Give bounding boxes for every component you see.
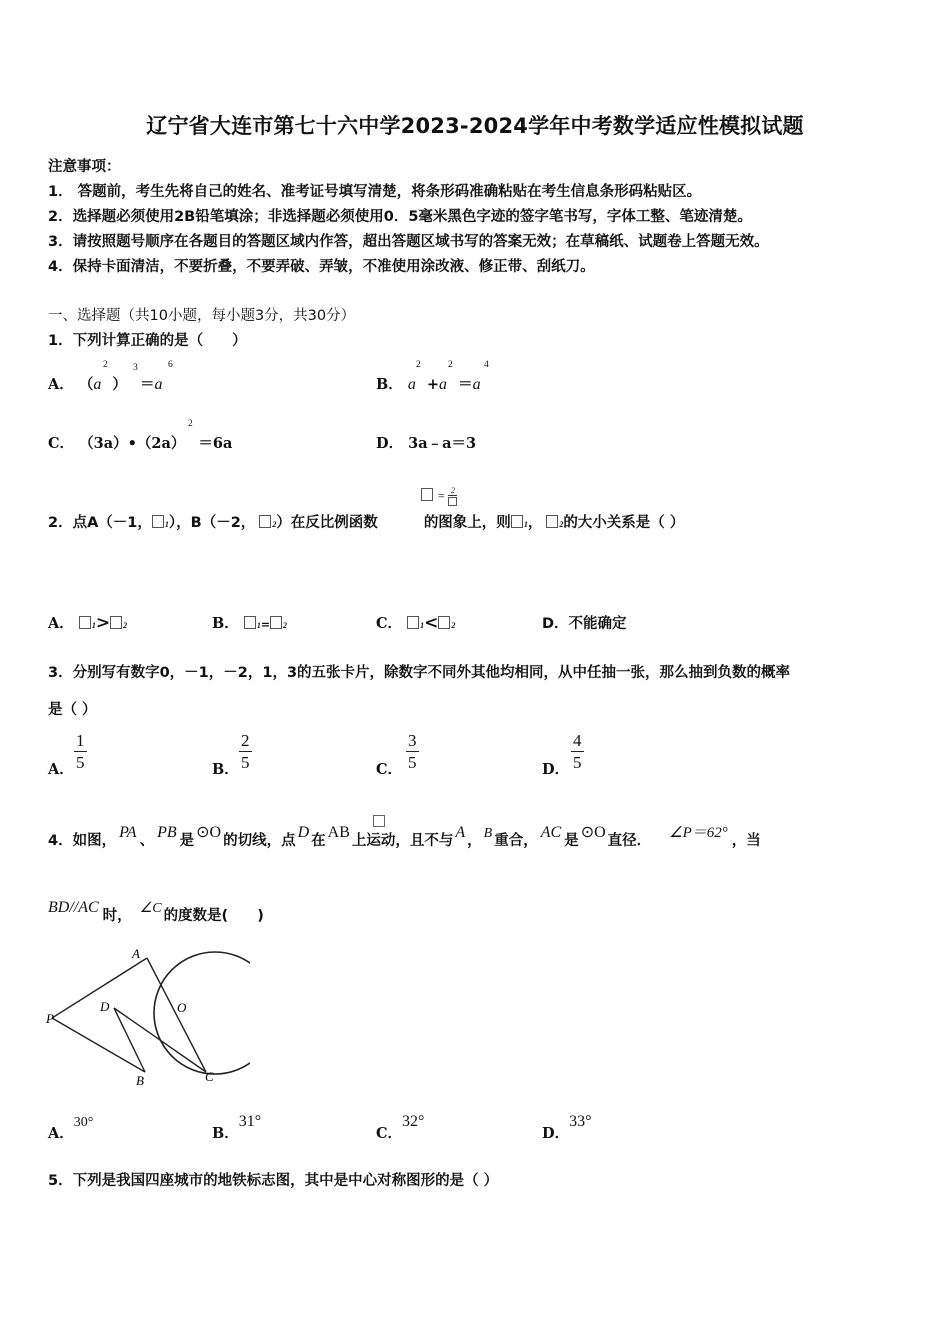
- q2-option-d[interactable]: D．不能确定: [542, 616, 627, 632]
- notice-heading: 注意事项：: [48, 159, 121, 175]
- y2-placeholder-icon: [546, 515, 558, 528]
- y1-placeholder-icon: [244, 616, 256, 629]
- q3-option-a-fraction: $\frac{1}{5}$: [76, 731, 85, 772]
- q4-stem-line2: BD//AC 时， ∠C 的度数是( ): [48, 899, 264, 924]
- q1-option-a[interactable]: A． （a 2 ） 3 ＝a 6: [48, 360, 173, 393]
- q3-option-b[interactable]: B．: [212, 761, 239, 778]
- label-c: C: [205, 1069, 214, 1084]
- q1-stem: 1．下列计算正确的是（ ）: [48, 333, 247, 349]
- q3-option-b-fraction: $\frac{2}{5}$: [241, 731, 250, 772]
- notice-item-4: 4．保持卡面清洁，不要折叠，不要弄破、弄皱，不准使用涂改液、修正带、刮纸刀。: [48, 259, 595, 275]
- circle-o: [154, 952, 250, 1074]
- q1-option-b[interactable]: B． a 2 +a 2 ＝a 4: [376, 360, 489, 393]
- label-p: P: [46, 1011, 54, 1026]
- q1-option-c[interactable]: C． （3a）•（2a） 2 ＝6a: [48, 419, 233, 452]
- y1-placeholder-icon: [79, 616, 91, 629]
- q1-option-d[interactable]: D． 3a﹣a＝3: [376, 435, 477, 452]
- notice-item-3: 3．请按照题号顺序在各题目的答题区域内作答，超出答题区域书写的答案无效；在草稿纸、试题卷上答题无效。: [48, 234, 769, 250]
- q3-option-c-fraction: $\frac{3}{5}$: [408, 731, 417, 772]
- notice-item-1: 1． 答题前，考生先将自己的姓名、准考证号填写清楚，将条形码准确粘贴在考生信息条形码粘贴区。: [48, 184, 702, 200]
- q4-stem-line1: 4．如图， PA 、 PB 是 ⊙O 的切线，点 D 在 AB 上运动，且不与 A ， B 重合， AC 是 ⊙O 直径． ∠P＝62° ，当: [48, 824, 761, 849]
- y1-placeholder-icon: [407, 616, 419, 629]
- label-b: B: [136, 1073, 144, 1088]
- x-placeholder-icon: [448, 497, 457, 506]
- y1-placeholder-icon: [152, 515, 164, 528]
- y2-placeholder-icon: [110, 616, 122, 629]
- page-title: 辽宁省大连市第七十六中学2023-2024学年中考数学适应性模拟试题: [146, 114, 804, 138]
- q2-option-a[interactable]: A． 1> 2: [48, 613, 128, 633]
- q3-option-c[interactable]: C．: [376, 761, 403, 778]
- y2-placeholder-icon: [270, 616, 282, 629]
- arc-symbol-icon: [373, 815, 385, 827]
- q4-geometry-figure: [40, 940, 250, 1090]
- label-a: A: [132, 946, 140, 961]
- q3-option-a[interactable]: A．: [48, 761, 74, 778]
- y2-placeholder-icon: [438, 616, 450, 629]
- y-placeholder-icon: [421, 488, 433, 501]
- y1-placeholder-icon: [511, 515, 523, 528]
- q2-option-b[interactable]: B． 1= 2: [212, 615, 288, 632]
- q4-option-d[interactable]: D．33°: [542, 1113, 592, 1142]
- q4-option-c[interactable]: C．32°: [376, 1113, 425, 1142]
- q4-option-b[interactable]: B．31°: [212, 1113, 262, 1142]
- q2-option-c[interactable]: C． 1< 2: [376, 613, 456, 633]
- q3-option-d[interactable]: D．: [542, 761, 570, 778]
- y2-placeholder-icon: [259, 515, 271, 528]
- q5-stem: 5．下列是我国四座城市的地铁标志图，其中是中心对称图形的是（ ）: [48, 1173, 499, 1189]
- notice-item-2: 2．选择题必须使用2B铅笔填涂；非选择题必须使用0．5毫米黑色字迹的签字笔书写，字体工整、笔迹清楚。: [48, 209, 752, 225]
- tangent-pb: [52, 1018, 145, 1072]
- q4-option-a[interactable]: A．30°: [48, 1115, 94, 1142]
- section-heading: 一、选择题（共10小题，每小题3分，共30分）: [48, 308, 356, 324]
- label-d: D: [100, 999, 110, 1014]
- label-o: O: [177, 1000, 187, 1015]
- q3-stem-line1: 3．分别写有数字0，－1，－2，1，3的五张卡片，除数字不同外其他均相同，从中任抽一张，那么抽到负数的概率: [48, 665, 791, 681]
- q2-function-formula: = 2: [421, 486, 457, 506]
- q3-stem-line2: 是（ ）: [48, 702, 97, 718]
- q3-option-d-fraction: $\frac{4}{5}$: [573, 731, 582, 772]
- diameter-ac: [147, 958, 206, 1072]
- q2-stem: 2．点A（－1， 1），B（－2， 2）在反比例函数 的图象上，则 1， 2的大小关系是（ ）: [48, 515, 685, 531]
